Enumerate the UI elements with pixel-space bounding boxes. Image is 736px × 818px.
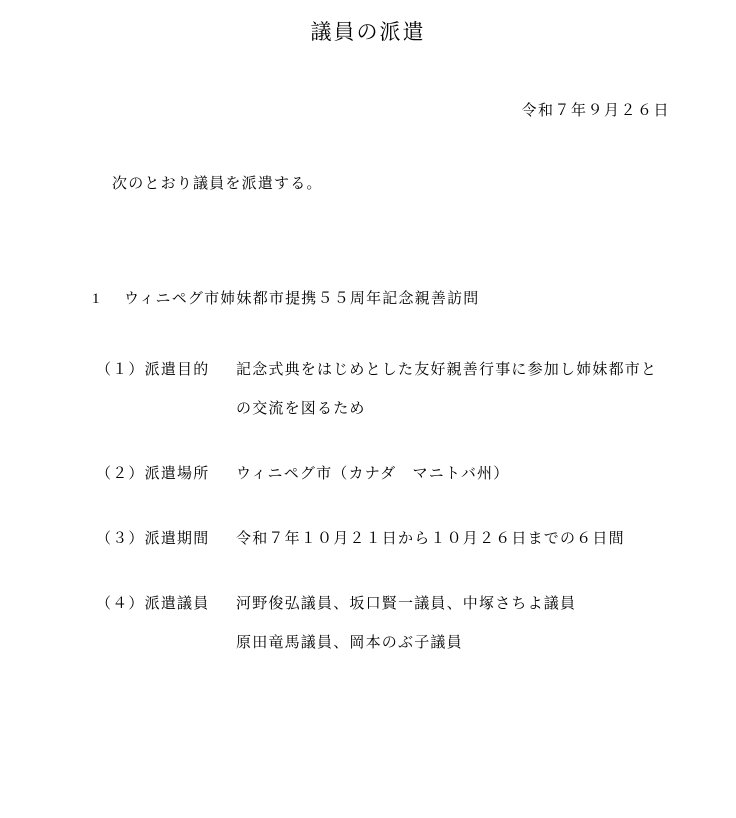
list-item xyxy=(96,462,736,483)
item-label: （２）派遣場所 xyxy=(96,466,210,483)
items-list xyxy=(0,358,736,652)
list-item xyxy=(96,358,736,418)
item-value-line: 河野俊弘議員、坂口賢一議員、中塚さちよ議員 xyxy=(236,596,577,613)
item-label: （３）派遣期間 xyxy=(96,531,210,548)
section-heading-text: ウィニペグ市姉妹都市提携５５周年記念親善訪問 xyxy=(124,291,480,308)
document-date: 令和７年９月２６日 xyxy=(521,103,670,120)
item-value-line: ウィニペグ市（カナダ マニトバ州） xyxy=(236,466,510,483)
list-item xyxy=(96,527,736,548)
list-item xyxy=(96,592,736,652)
item-value-line: 記念式典をはじめとした友好親善行事に参加し姉妹都市と xyxy=(236,362,658,379)
item-label: （１）派遣目的 xyxy=(96,362,210,379)
item-value xyxy=(236,527,736,548)
document-lead-paragraph: 次のとおり議員を派遣する。 xyxy=(112,176,323,193)
item-value xyxy=(236,358,736,418)
item-label: （４）派遣議員 xyxy=(96,596,210,613)
item-value-line: 令和７年１０月２１日から１０月２６日までの６日間 xyxy=(236,531,625,548)
item-value-line: の交流を図るため xyxy=(236,401,366,418)
item-value-line: 原田竜馬議員、岡本のぶ子議員 xyxy=(236,635,463,652)
item-value xyxy=(236,462,736,483)
item-value xyxy=(236,592,736,652)
document-page xyxy=(0,18,736,818)
page-title: 議員の派遣 xyxy=(310,20,426,44)
section-heading xyxy=(0,287,736,308)
section-number: 1 xyxy=(92,291,101,308)
